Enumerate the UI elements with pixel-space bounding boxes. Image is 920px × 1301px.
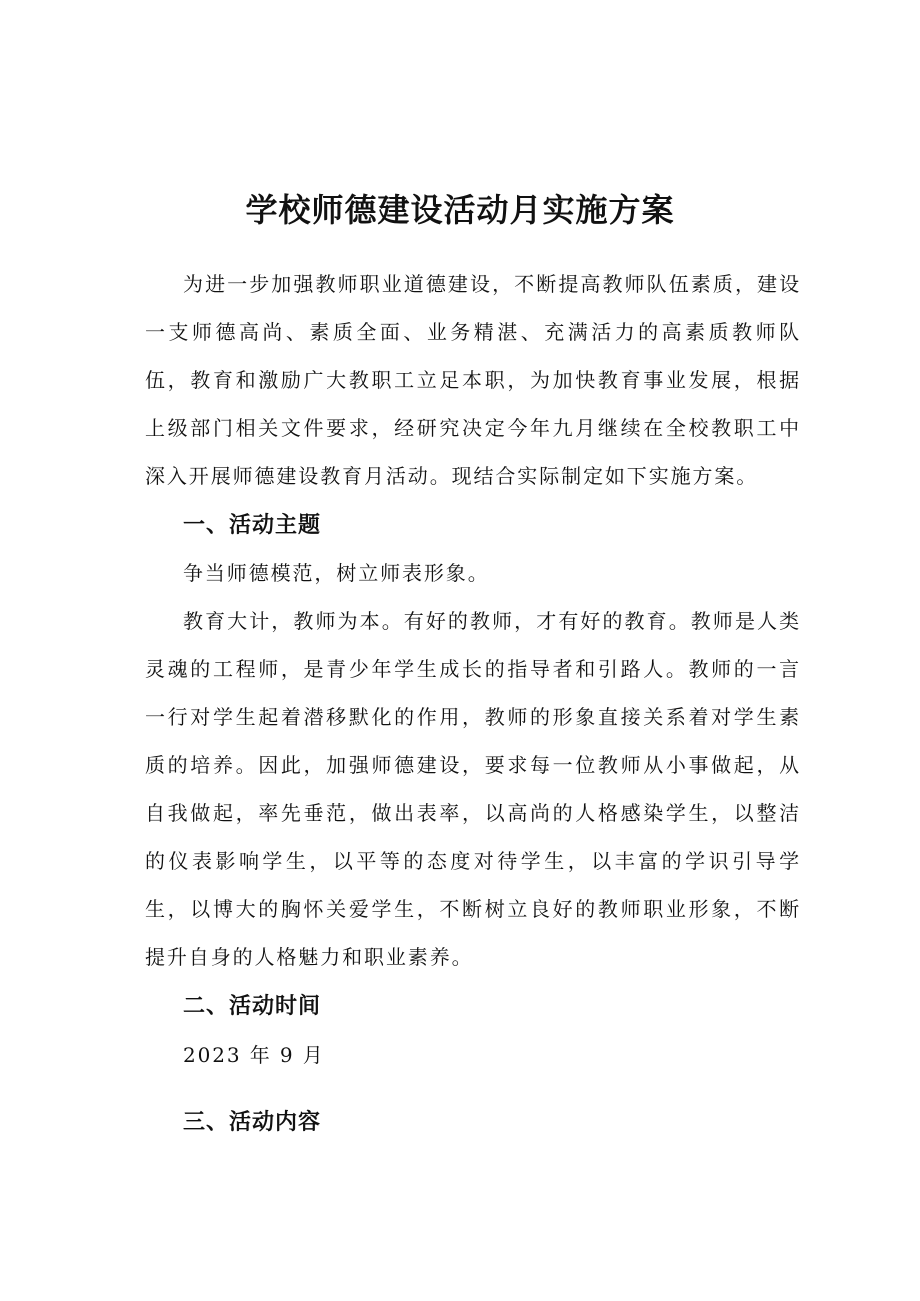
theme-paragraph: 教育大计，教师为本。有好的教师，才有好的教育。教师是人类灵魂的工程师，是青少年学生成长的指导者和引路人。教师的一言一行对学生起着潜移默化的作用，教师的形象直接关系着对学生素质的培养。因此，加强师德建设，要求每一位教师从小事做起，从自我做起，率先垂范，做出表率，以高尚的人格感染学生，以整洁的仪表影响学生，以平等的态度对待学生，以丰富的学识引导学生，以博大的胸怀关爱学生，不断树立良好的教师职业形象，不断提升自身的人格魅力和职业素养。 [145,609,801,969]
theme-statement: 争当师德模范，树立师表形象。 [183,561,490,585]
document-title: 学校师德建设活动月实施方案 [245,191,675,230]
intro-paragraph: 为进一步加强教师职业道德建设，不断提高教师队伍素质，建设一支师德高尚、素质全面、业务精湛、充满活力的高素质教师队伍，教育和激励广大教职工立足本职，为加快教育事业发展，根据上级部门相关文件要求，经研究决定今年九月继续在全校教职工中深入开展师德建设教育月活动。现结合实际制定如下实施方案。 [145,272,801,488]
section-heading-time: 二、活动时间 [183,994,322,1019]
section-heading-content: 三、活动内容 [183,1110,322,1135]
section-heading-theme: 一、活动主题 [183,513,322,538]
activity-date: 2023 年 9 月 [183,1043,325,1067]
